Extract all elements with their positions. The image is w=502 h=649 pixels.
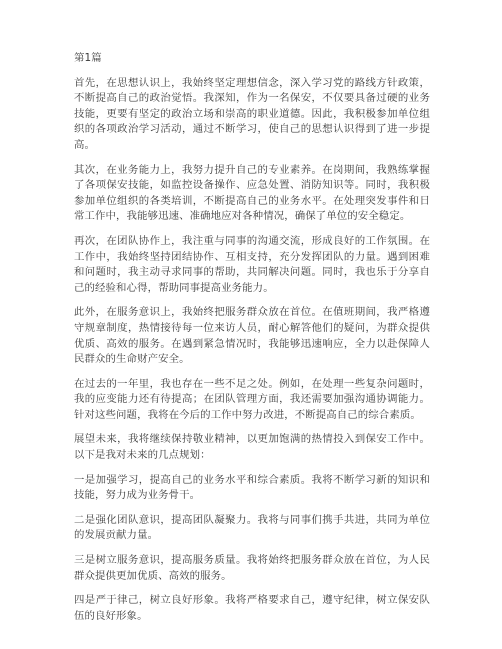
paragraph-shortcomings: 在过去的一年里，我也存在一些不足之处。例如，在处理一些复杂问题时，我的应变能力还有待提高；在团队管理方面，我还需要加强沟通协调能力。针对这些问题，我将在今后的工作中努力改进，不断提高自己的综合素质。	[74, 377, 430, 421]
paragraph-service: 此外，在服务意识上，我始终把服务群众放在首位。在值班期间，我严格遵守规章制度，热情接待每一位来访人员，耐心解答他们的疑问，为群众提供优质、高效的服务。在遇到紧急情况时，我能够迅速响应，全力以赴保障人民群众的生命财产安全。	[74, 306, 430, 366]
paragraph-plan-2: 二是强化团队意识，提高团队凝聚力。我将与同事们携手共进，共同为单位的发展贡献力量。	[74, 513, 430, 542]
paragraph-teamwork: 再次，在团队协作上，我注重与同事的沟通交流，形成良好的工作氛围。在工作中，我始终坚持团结协作、互相支持，充分发挥团队的力量。遇到困难和问题时，我主动寻求同事的帮助，共同解决问题。同时，我也乐于分享自己的经验和心得，帮助同事提高业务能力。	[74, 234, 430, 294]
paragraph-plan-3: 三是树立服务意识，提高服务质量。我将始终把服务群众放在首位，为人民群众提供更加优质、高效的服务。	[74, 554, 430, 582]
document-body	[74, 51, 430, 633]
paragraph-thought: 首先，在思想认识上，我始终坚定理想信念，深入学习党的路线方针政策，不断提高自己的政治觉悟。我深知，作为一名保安，不仅要具备过硬的业务技能，更要有坚定的政治立场和崇高的职业道德。因此，我积极参加单位组织的各项政治学习活动，通过不断学习，使自己的思想认识得到了进一步提高。	[74, 76, 430, 151]
paragraph-business-ability: 其次，在业务能力上，我努力提升自己的专业素养。在岗期间，我熟练掌握了各项保安技能，如监控设备操作、应急处置、消防知识等。同时，我积极参加单位组织的各类培训，不断提高自己的业务水平。在处理突发事件和日常工作中，我能够迅速、准确地应对各种情况，确保了单位的安全稳定。	[74, 163, 430, 223]
paragraph-outlook: 展望未来，我将继续保持敬业精神，以更加饱满的热情投入到保安工作中。以下是我对未来的几点规划：	[74, 433, 430, 462]
paragraph-plan-4: 四是严于律己，树立良好形象。我将严格要求自己，遵守纪律，树立保安队伍的良好形象。	[74, 594, 430, 622]
paragraph-plan-1: 一是加强学习，提高自己的业务水平和综合素质。我将不断学习新的知识和技能，努力成为业务骨干。	[74, 473, 430, 502]
section-heading: 第1篇	[74, 52, 102, 64]
